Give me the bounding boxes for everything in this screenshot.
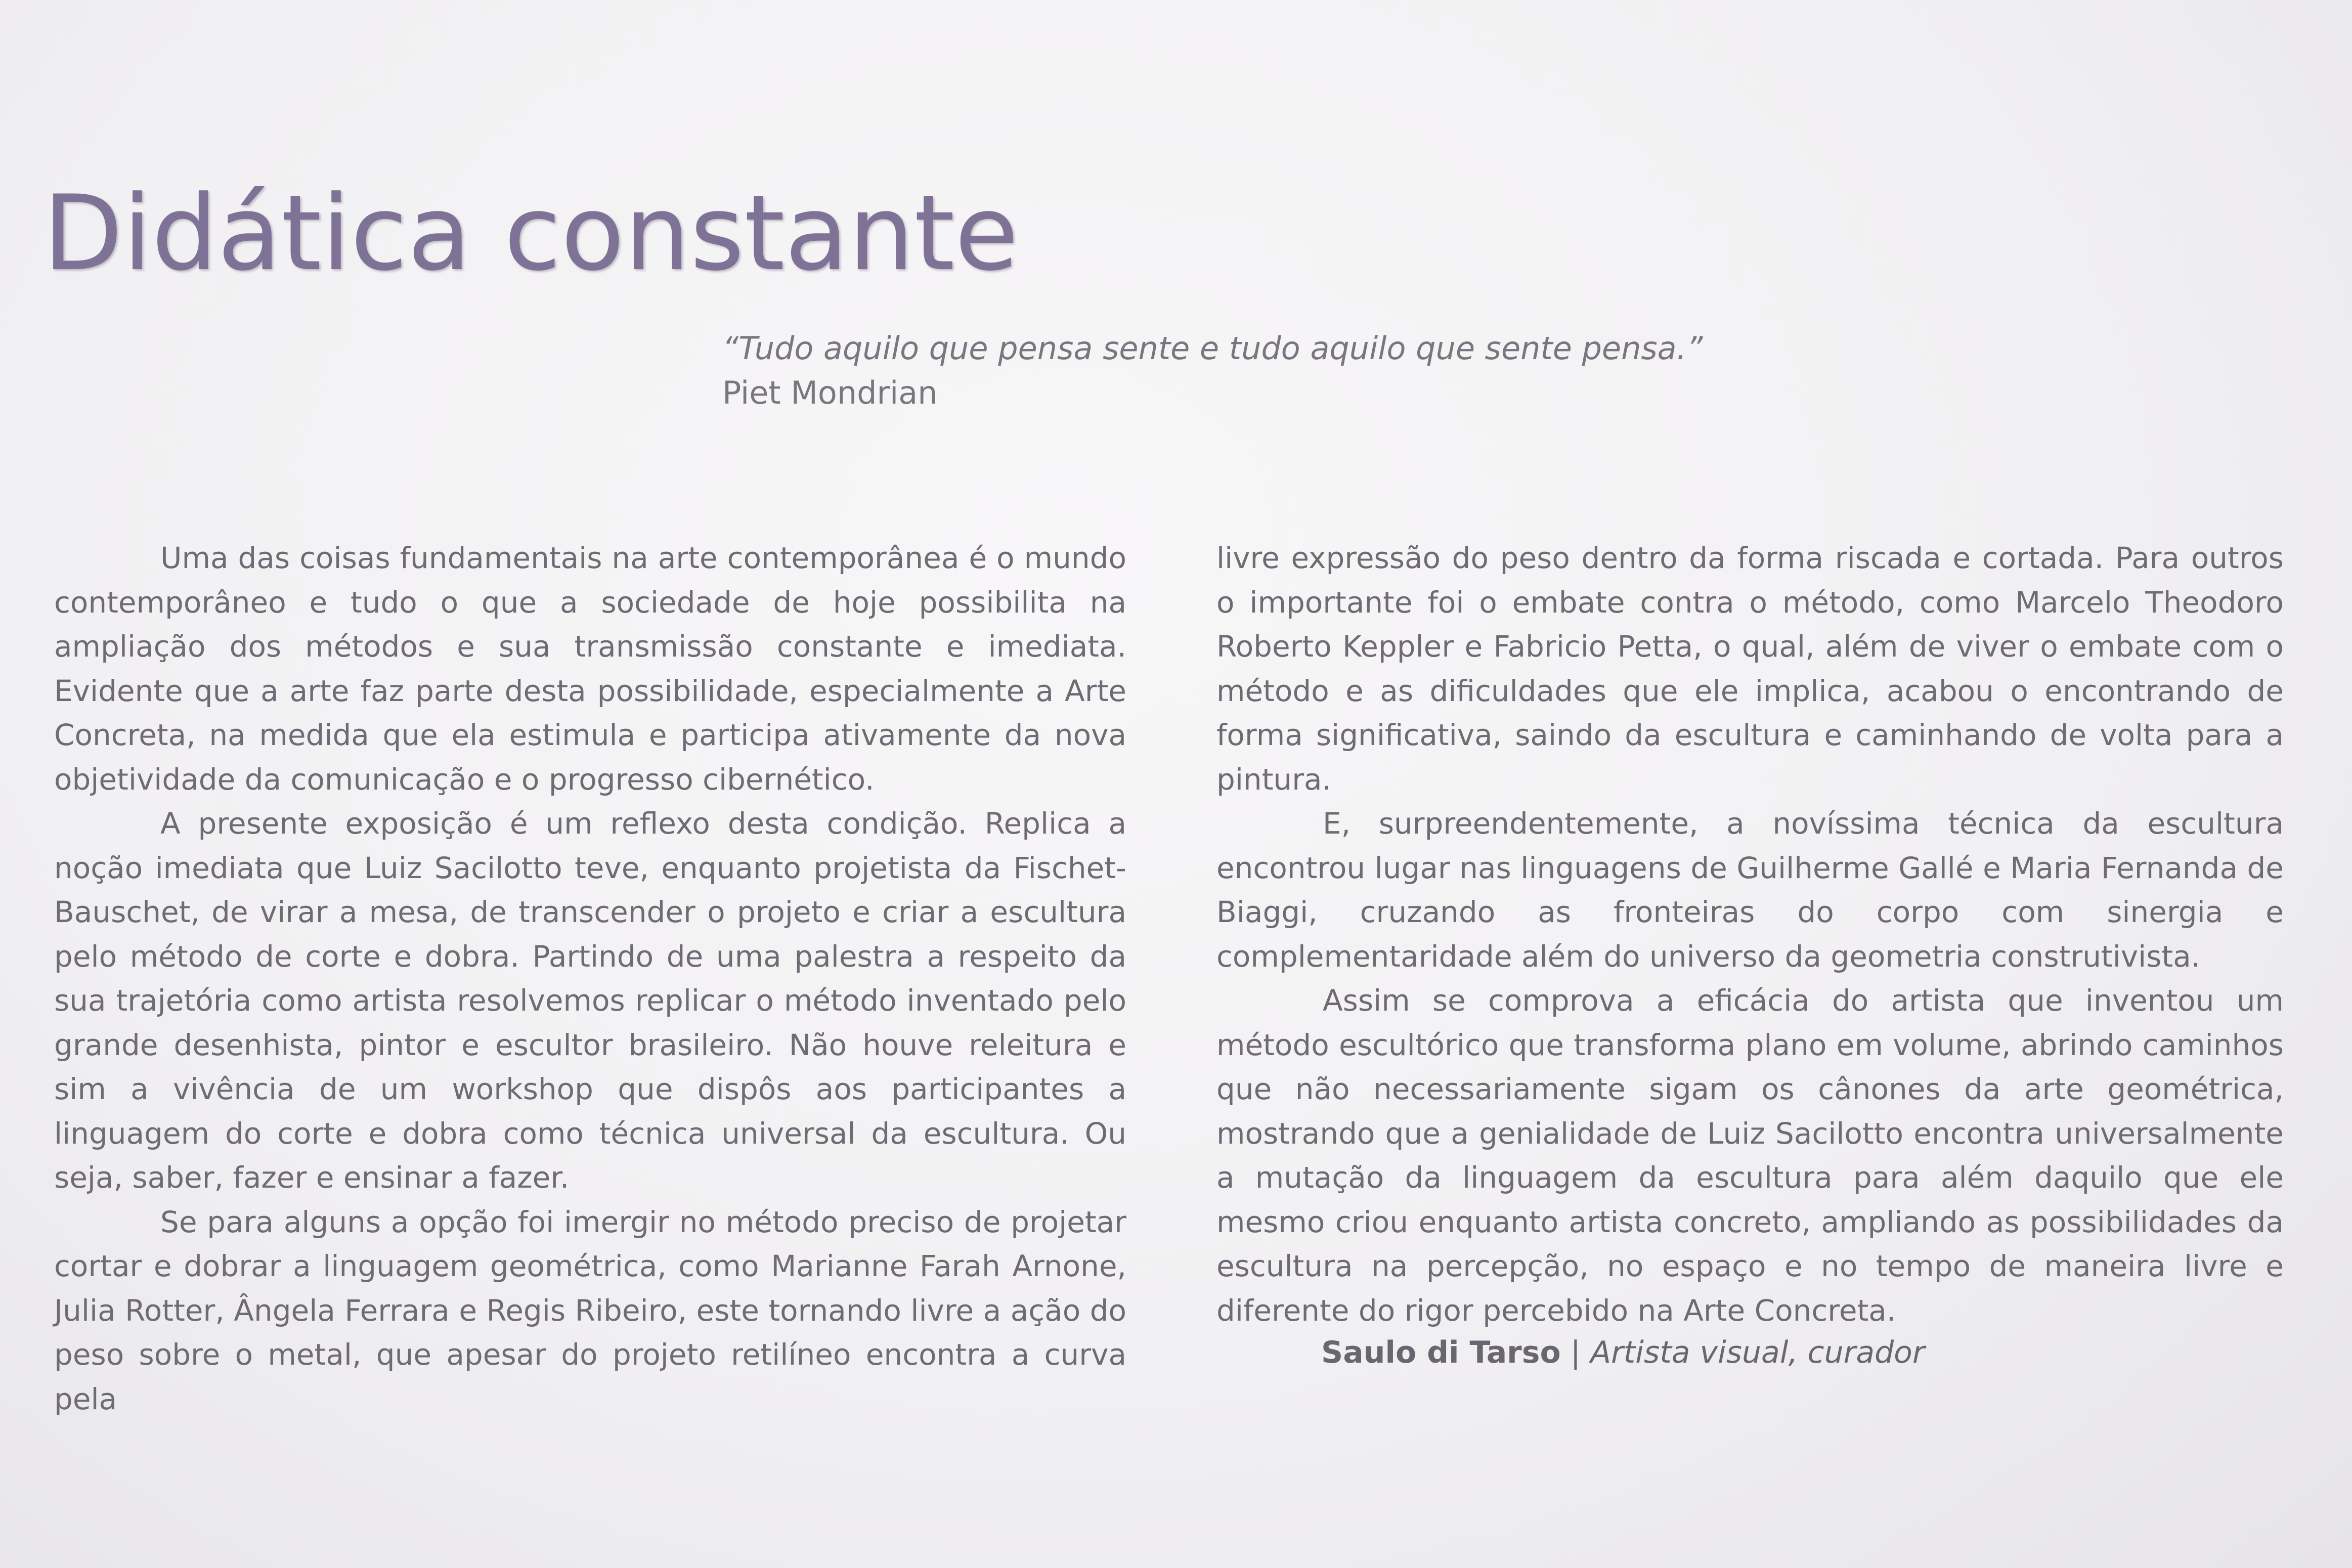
paragraph-continuation: livre expressão do peso dentro da forma riscada e cortada. Para outros o importante foi o embate contra o método, como Marcelo Theodoro Roberto Keppler e Fabricio Petta, o qual, além de viver o embate com o método e as dificuldades que ele implica, acabou o encontrando de forma significativa, saindo da escultura e caminhando de volta para a pintura. — [1216, 541, 2284, 797]
paragraph: Se para alguns a opção foi imergir no método preciso de projetar cortar e dobrar a linguagem geométrica, como Marianne Farah Arnone, Julia Rotter, Ângela Ferrara e Regis Ribeiro, este tornando livre a ação do peso sobre o metal, que apesar do projeto retilíneo encontra a curva pela — [54, 1204, 1126, 1416]
paragraph: Assim se comprova a eficácia do artista que inventou um método escultórico que transforma plano em volume, abrindo caminhos que não necessariamente sigam os cânones da arte geométrica, mostrando que a genialidade de Luiz Sacilotto encontra universalmente a mutação da linguagem da escultura para além daquilo que ele mesmo criou enquanto artista concreto, ampliando as possibilidades da escultura na percepção, no espaço e no tempo de maneira livre e diferente do rigor percebido na Arte Concreta. — [1216, 983, 2284, 1328]
author-signature — [1321, 1330, 1925, 1375]
signature-name: Saulo di Tarso — [1321, 1335, 1561, 1370]
text-column-right — [1216, 536, 2284, 1333]
epigraph-quote: “Tudo aquilo que pensa sente e tudo aquilo que sente pensa.” — [722, 330, 1703, 367]
signature-separator: | — [1560, 1335, 1591, 1370]
signature-role: Artista visual, curador — [1590, 1335, 1925, 1370]
epigraph-author: Piet Mondrian — [722, 374, 938, 411]
paragraph: E, surpreendentemente, a novíssima técnica da escultura encontrou lugar nas linguagens de Guilherme Gallé e Maria Fernanda de Biaggi, cruzando as fronteiras do corpo com sinergia e complementaridade além do universo da geometria construtivista. — [1216, 806, 2284, 974]
epigraph — [722, 326, 1734, 415]
paragraph: Uma das coisas fundamentais na arte contemporânea é o mundo contemporâneo e tudo o que a sociedade de hoje possibilita na ampliação dos métodos e sua transmissão constante e imediata. Evidente que a arte faz parte desta possibilidade, especialmente a Arte Concreta, na medida que ela estimula e participa ativamente da nova objetividade da comunicação e o progresso cibernético. — [54, 541, 1126, 797]
text-column-left — [54, 536, 1126, 1421]
page-title: Didática constante — [43, 173, 1019, 294]
paragraph: A presente exposição é um reflexo desta condição. Replica a noção imediata que Luiz Sacilotto teve, enquanto projetista da Fischet-Bauschet, de virar a mesa, de transcender o projeto e criar a escultura pelo método de corte e dobra. Partindo de uma palestra a respeito da sua trajetória como artista resolvemos replicar o método inventado pelo grande desenhista, pintor e escultor brasileiro. Não houve releitura e sim a vivência de um workshop que dispôs aos participantes a linguagem do corte e dobra como técnica universal da escultura. Ou seja, saber, fazer e ensinar a fazer. — [54, 806, 1126, 1195]
